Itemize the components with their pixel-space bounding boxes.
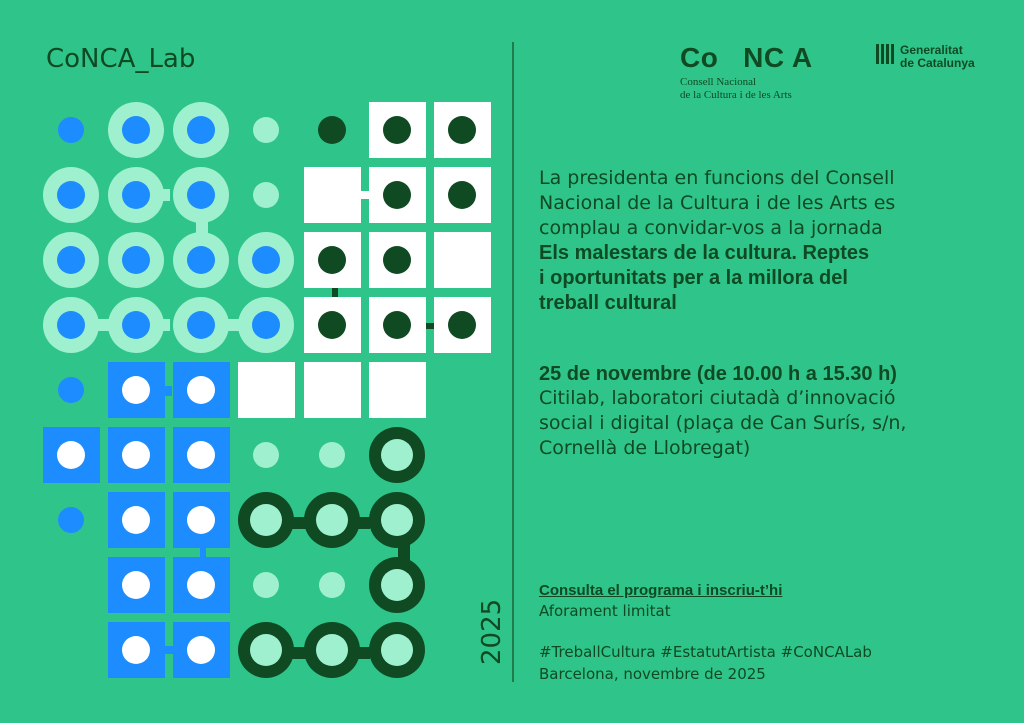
event-title-line: Els malestars de la cultura. Reptes: [539, 242, 870, 264]
venue-line: Citilab, laboratori ciutadà d’innovació: [539, 387, 896, 409]
event-title-line: treball cultural: [539, 292, 677, 314]
event-title-line: i oportunitats per a la millora del: [539, 267, 848, 289]
conca-logo-subtitle: [680, 76, 813, 102]
lab-title: CoNCA_Lab: [46, 44, 196, 74]
event-date: 25 de novembre (de 10.00 h a 15.30 h): [539, 363, 897, 385]
generalitat-line: de Catalunya: [900, 56, 975, 70]
intro-line: complau a convidar-vos a la jornada: [539, 217, 883, 239]
hashtags: #TreballCultura #EstatutArtista #CoNCALab: [539, 643, 872, 661]
generalitat-stripes-icon: [876, 44, 894, 64]
event-venue: [539, 386, 969, 461]
generalitat-logo: [876, 44, 975, 70]
limited-capacity-note: Aforament limitat: [539, 602, 671, 620]
venue-line: social i digital (plaça de Can Surís, s/n,: [539, 412, 907, 434]
conca-logo: [680, 42, 813, 102]
conca-subtitle-line: de la Cultura i de les Arts: [680, 89, 792, 101]
vertical-divider: [512, 42, 514, 682]
place-and-date: Barcelona, novembre de 2025: [539, 665, 766, 683]
invitation-text: [539, 166, 969, 316]
intro-line: La presidenta en funcions del Consell: [539, 167, 895, 189]
conca-subtitle-line: Consell Nacional: [680, 76, 757, 88]
program-registration-link[interactable]: Consulta el programa i inscriu-t’hi: [539, 582, 783, 599]
intro-line: Nacional de la Cultura i de les Arts es: [539, 192, 896, 214]
venue-line: Cornellà de Llobregat): [539, 437, 751, 459]
year-label: 2025: [477, 598, 507, 665]
generalitat-logo-text: [900, 44, 975, 70]
generalitat-line: Generalitat: [900, 43, 963, 57]
conca-logo-mark: Co NC A: [680, 42, 813, 73]
